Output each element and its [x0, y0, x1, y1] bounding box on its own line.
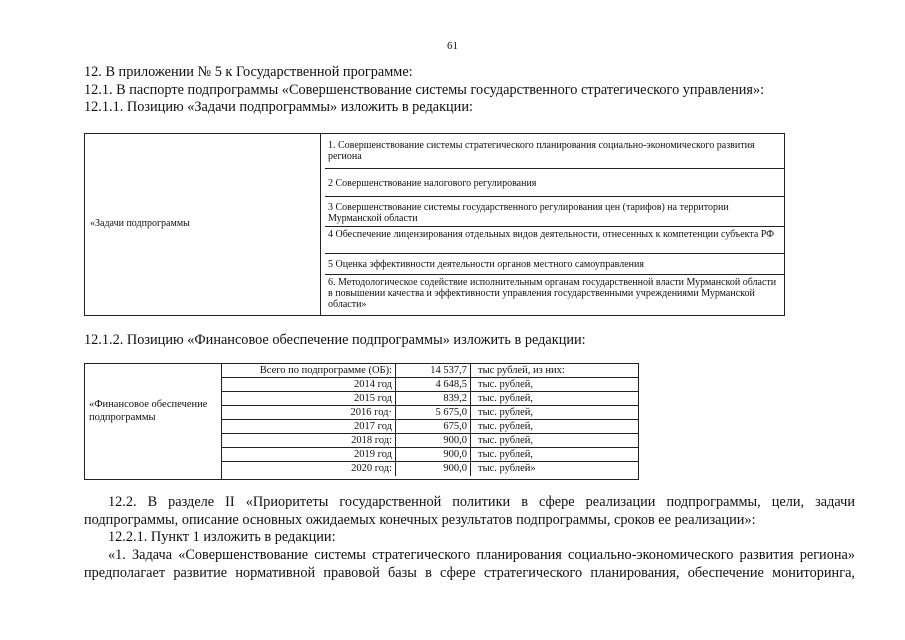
tasks-table — [84, 133, 785, 316]
task-row — [325, 169, 784, 197]
finance-row-value: 5 675,0 — [396, 406, 471, 420]
body-paragraph-1-line-2: подпрограммы, описание основных ожидаемых конечных результатов подпрограммы, сроков ее реализации»: — [84, 512, 756, 528]
body-paragraph-1-line-1: 12.2. В разделе II «Приоритеты государственной политики в сфере реализации подпрограммы, цели, задачи — [108, 494, 855, 510]
finance-table — [84, 363, 639, 480]
finance-row — [222, 420, 638, 434]
finance-row — [222, 462, 638, 476]
finance-row-value: 839,2 — [396, 392, 471, 406]
heading-line-1: 12. В приложении № 5 к Государственной программе: — [84, 64, 413, 80]
finance-row — [222, 364, 638, 378]
finance-row-unit: тыс рублей, из них: — [478, 365, 565, 376]
finance-row-value: 900,0 — [396, 462, 471, 476]
tasks-table-label-cell — [85, 134, 321, 315]
task-text: 6. Методологическое содействие исполнительным органам государственной власти Мурманской области в повышении качества и эффективности управления государственными учреждениями Мурманской области» — [328, 277, 777, 310]
task-text: 5 Оценка эффективности деятельности органов местного самоуправления — [328, 259, 644, 270]
task-text: 3 Совершенствование системы государственного регулирования цен (тарифов) на территории Мурманской области — [328, 202, 729, 224]
finance-row — [222, 378, 638, 392]
task-text: 1. Совершенствование системы стратегического планирования социально-экономического развития региона — [328, 140, 755, 162]
task-row — [325, 197, 784, 227]
finance-row-unit: тыс. рублей, — [478, 449, 534, 460]
body-paragraph-3-line-1: «1. Задача «Совершенствование системы стратегического планирования социально-экономического развития региона» — [108, 547, 855, 563]
finance-table-label: «Финансовое обеспечение подпрограммы — [89, 399, 208, 423]
finance-row — [222, 448, 638, 462]
task-text: 4 Обеспечение лицензирования отдельных видов деятельности, отнесенных к компетенции субъекта РФ — [328, 229, 775, 240]
finance-table-label-cell — [85, 364, 222, 479]
task-row — [325, 227, 784, 254]
page-number: 61 — [447, 40, 458, 52]
finance-row-value: 675,0 — [396, 420, 471, 434]
finance-row-value: 900,0 — [396, 448, 471, 462]
finance-row-unit: тыс. рублей, — [478, 393, 534, 404]
finance-row-unit: тыс. рублей, — [478, 407, 534, 418]
task-text: 2 Совершенствование налогового регулирования — [328, 178, 537, 189]
task-row — [325, 254, 784, 275]
finance-row — [222, 406, 638, 420]
heading-line-2: 12.1. В паспорте подпрограммы «Совершенствование системы государственного стратегического управления»: — [84, 82, 765, 98]
finance-row-label: Всего по подпрограмме (ОБ): — [222, 364, 396, 378]
finance-heading: 12.1.2. Позицию «Финансовое обеспечение подпрограммы» изложить в редакции: — [84, 332, 586, 348]
finance-row — [222, 434, 638, 448]
finance-row-label: 2017 год — [222, 420, 396, 434]
finance-row-unit: тыс. рублей, — [478, 421, 534, 432]
task-row — [325, 275, 784, 315]
finance-row-label: 2020 год: — [222, 462, 396, 476]
finance-row-unit: тыс. рублей, — [478, 379, 534, 390]
finance-row-unit: тыс. рублей, — [478, 435, 534, 446]
finance-row-value: 14 537,7 — [396, 364, 471, 378]
finance-row-value: 900,0 — [396, 434, 471, 448]
finance-row-label: 2014 год — [222, 378, 396, 392]
finance-row-label: 2015 год — [222, 392, 396, 406]
finance-row — [222, 392, 638, 406]
heading-line-3: 12.1.1. Позицию «Задачи подпрограммы» изложить в редакции: — [84, 99, 473, 115]
body-paragraph-3-line-2: предполагает развитие нормативной правовой базы в сфере стратегического планирования, обеспечение мониторинга, — [84, 565, 855, 581]
finance-row-value: 4 648,5 — [396, 378, 471, 392]
finance-row-label: 2019 год — [222, 448, 396, 462]
tasks-table-label: «Задачи подпрограммы — [90, 218, 190, 229]
finance-row-label: 2016 год· — [222, 406, 396, 420]
task-row — [325, 134, 784, 169]
body-paragraph-2: 12.2.1. Пункт 1 изложить в редакции: — [108, 529, 336, 545]
finance-row-label: 2018 год: — [222, 434, 396, 448]
finance-row-unit: тыс. рублей» — [478, 463, 536, 474]
